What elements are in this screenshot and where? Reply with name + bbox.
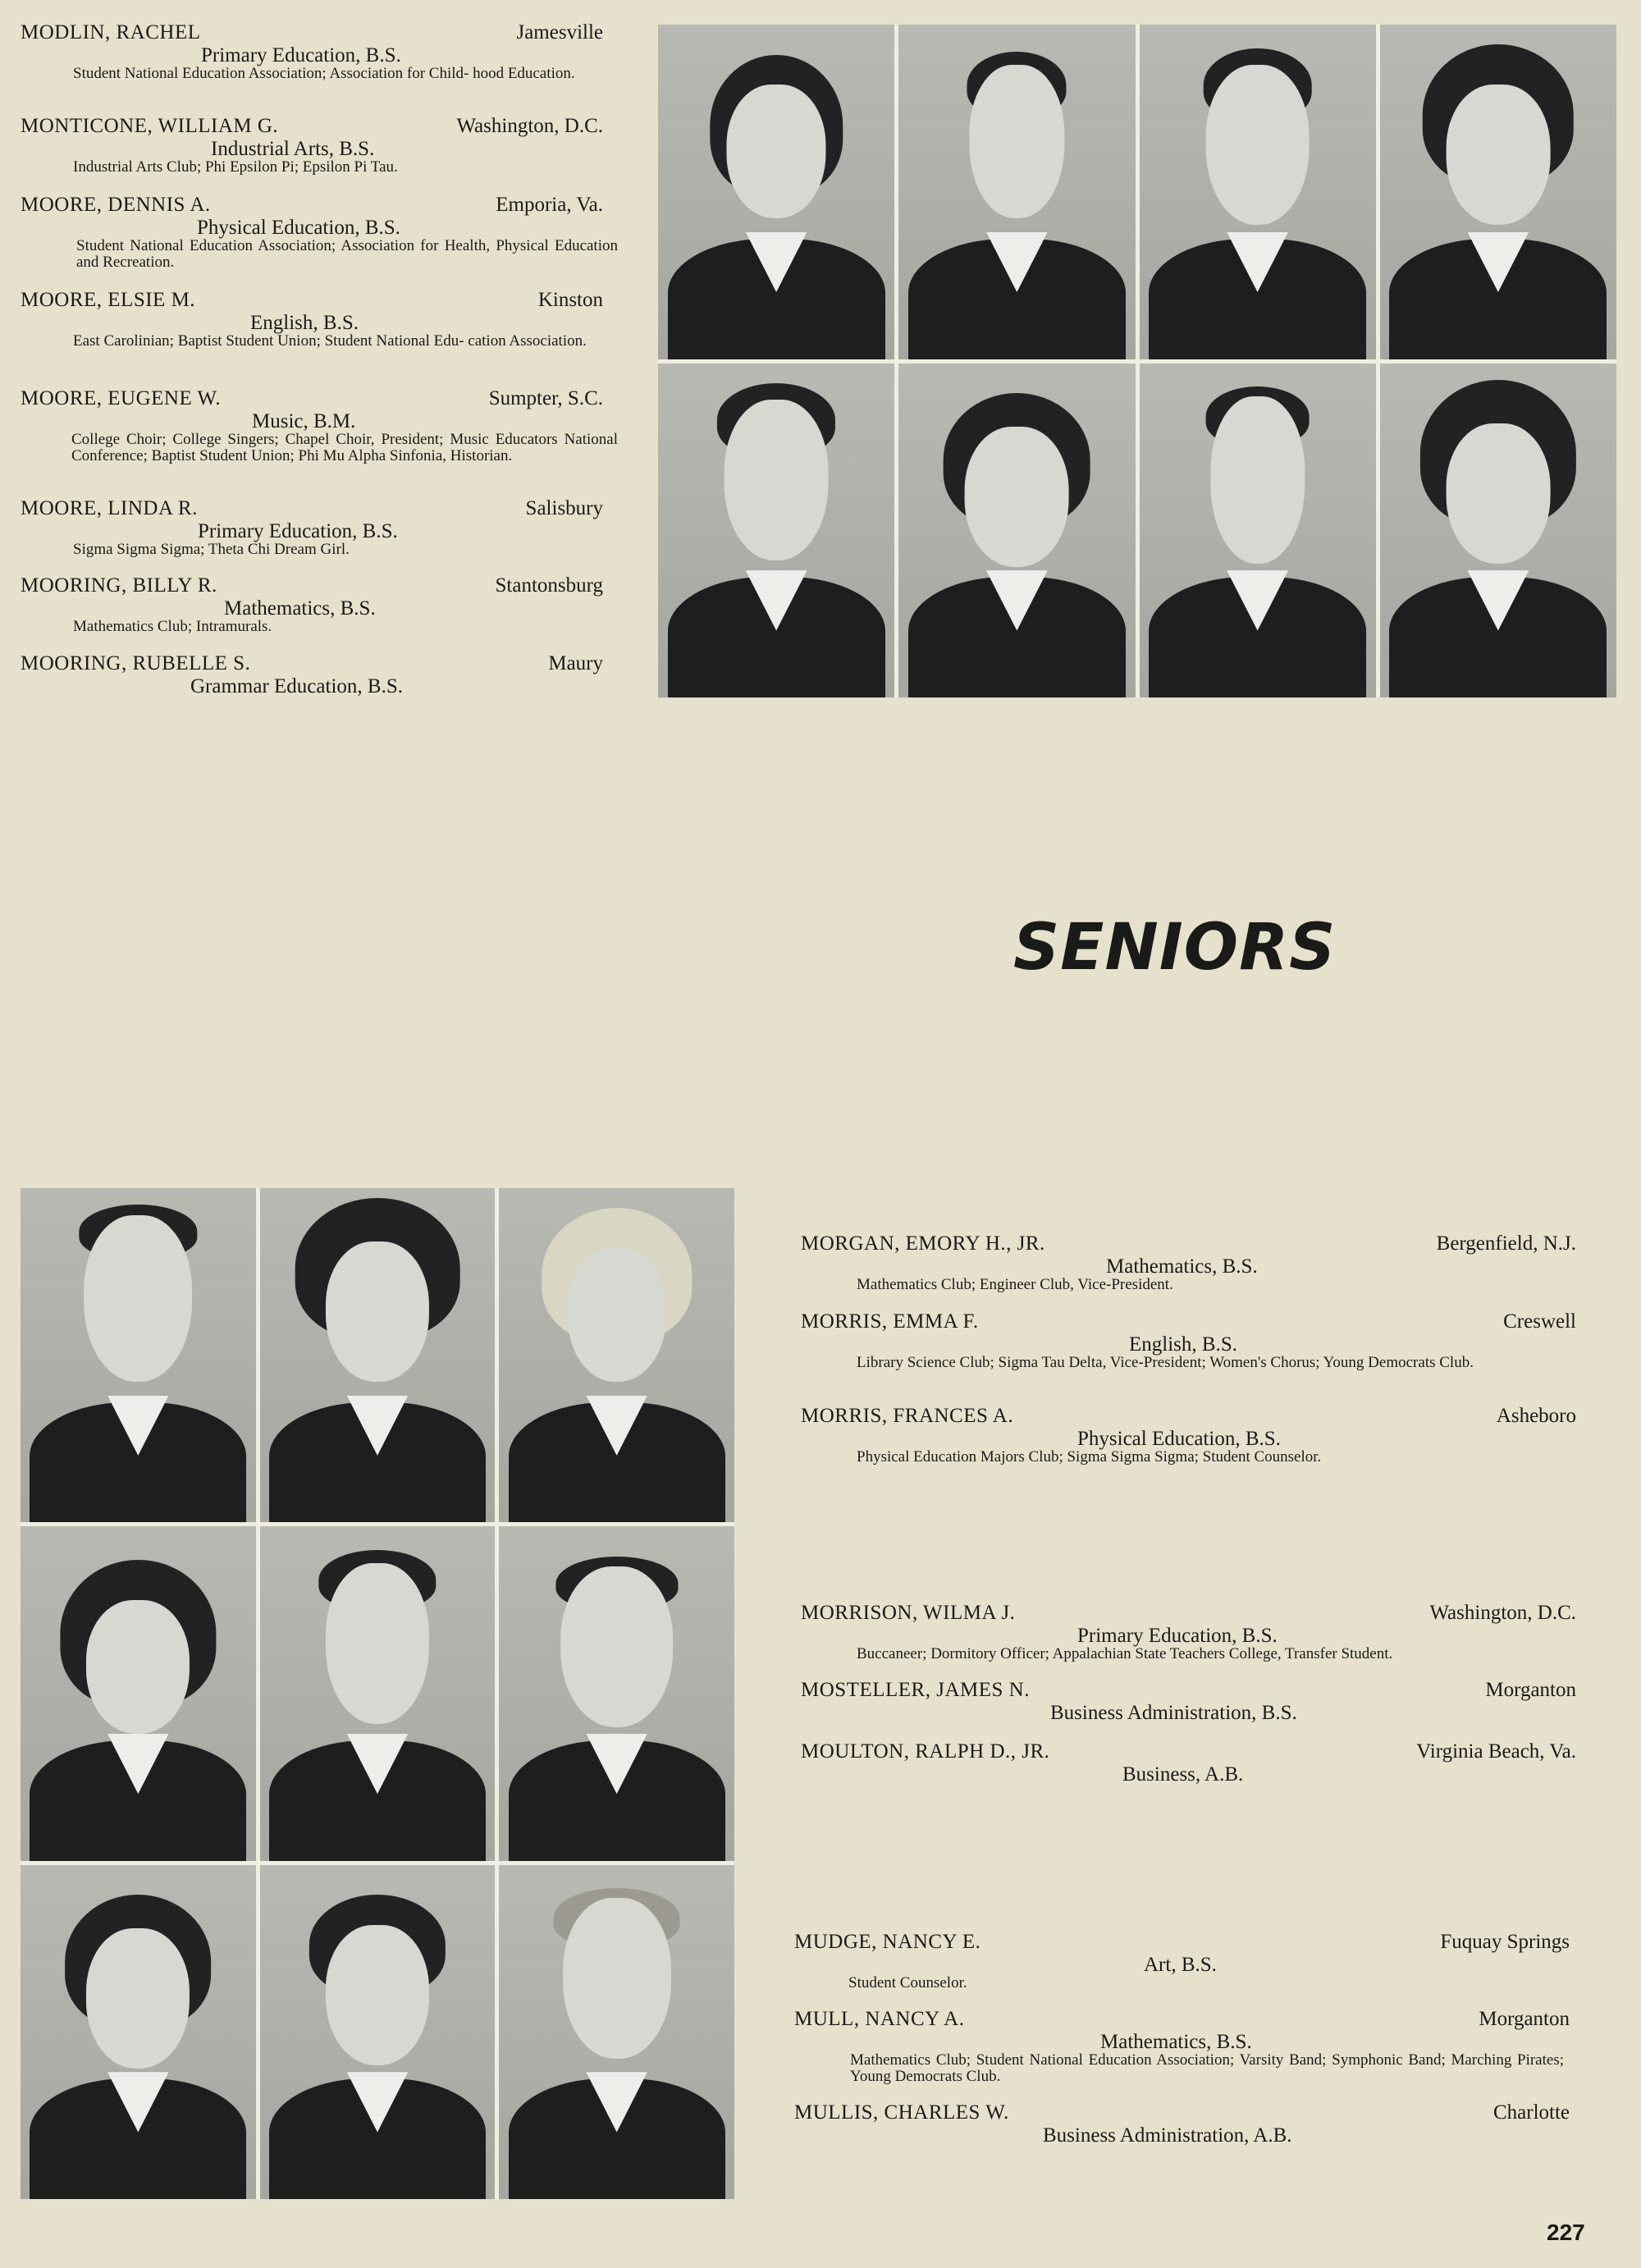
entry-degree: Business Administration, B.S.	[1050, 1702, 1297, 1724]
entry-name: MULL, NANCY A.	[794, 2008, 965, 2030]
entry-activities: Mathematics Club; Intramurals.	[73, 618, 272, 635]
portrait-photo	[21, 1188, 256, 1522]
portrait-photo	[21, 1865, 256, 2199]
bottom-photo-grid	[21, 1188, 734, 2199]
entry-mooring-billy	[21, 574, 603, 640]
entry-degree: Primary Education, B.S.	[1077, 1625, 1278, 1647]
entry-activities: Sigma Sigma Sigma; Theta Chi Dream Girl.	[73, 541, 350, 558]
entry-degree: Physical Education, B.S.	[1077, 1428, 1281, 1450]
portrait-photo	[260, 1526, 496, 1860]
entry-activities: Student National Education Association; Association for Child- hood Education.	[73, 65, 575, 82]
entry-degree: Mathematics, B.S.	[1106, 1255, 1258, 1278]
entry-town: Morganton	[1479, 2008, 1570, 2030]
entry-activities: Student Counselor.	[848, 1974, 967, 1991]
entry-town: Salisbury	[525, 497, 603, 519]
entry-morrison-wilma	[801, 1602, 1576, 1667]
entry-name: MOORE, EUGENE W.	[21, 387, 222, 409]
entry-degree: Primary Education, B.S.	[198, 520, 398, 542]
entry-town: Stantonsburg	[495, 574, 603, 597]
entry-activities: Mathematics Club; Student National Education Association; Varsity Band; Symphonic Band; Marching Pirates; Young Democrats Club.	[850, 2051, 1564, 2085]
entry-morris-emma	[801, 1310, 1576, 1392]
entry-name: MONTICONE, WILLIAM G.	[21, 115, 279, 137]
entry-name: MOORE, DENNIS A.	[21, 194, 211, 216]
entry-degree: Music, B.M.	[252, 410, 356, 432]
top-photo-grid	[658, 25, 1616, 697]
entry-town: Washington, D.C.	[1429, 1602, 1576, 1624]
entry-town: Fuquay Springs	[1440, 1931, 1570, 1953]
entry-degree: Primary Education, B.S.	[201, 44, 401, 66]
portrait-photo	[1380, 25, 1616, 359]
entry-name: MOORING, RUBELLE S.	[21, 652, 251, 674]
entry-monticone-william	[21, 115, 603, 181]
entry-activities: Mathematics Club; Engineer Club, Vice-President.	[857, 1276, 1173, 1293]
entry-mosteller-james	[801, 1679, 1576, 1728]
entry-mullis-charles	[794, 2101, 1570, 2151]
portrait-photo	[898, 364, 1135, 698]
entry-town: Kinston	[537, 289, 603, 311]
entry-activities: Buccaneer; Dormitory Officer; Appalachian State Teachers College, Transfer Student.	[857, 1645, 1393, 1662]
page-number: 227	[1547, 2220, 1585, 2245]
entry-town: Virginia Beach, Va.	[1416, 1740, 1576, 1763]
entry-name: MOSTELLER, JAMES N.	[801, 1679, 1030, 1701]
entry-activities: Student National Education Association; Association for Health, Physical Education and Recreation.	[76, 237, 618, 271]
entry-moore-eugene	[21, 387, 618, 486]
entry-name: MORRIS, FRANCES A.	[801, 1405, 1014, 1427]
entry-activities: Industrial Arts Club; Phi Epsilon Pi; Epsilon Pi Tau.	[73, 158, 398, 176]
entry-morris-frances	[801, 1405, 1576, 1470]
entry-name: MOORE, ELSIE M.	[21, 289, 196, 311]
portrait-photo	[499, 1865, 734, 2199]
entry-modlin-rachel	[21, 21, 603, 103]
entry-town: Emporia, Va.	[496, 194, 603, 216]
entry-name: MOORING, BILLY R.	[21, 574, 217, 597]
entry-name: MORGAN, EMORY H., JR.	[801, 1232, 1045, 1255]
entry-town: Maury	[548, 652, 603, 674]
entry-town: Charlotte	[1492, 2101, 1570, 2124]
portrait-photo	[658, 25, 894, 359]
entry-degree: Business Administration, A.B.	[1043, 2124, 1292, 2147]
entry-degree: Mathematics, B.S.	[224, 597, 376, 620]
portrait-photo	[1380, 364, 1616, 698]
portrait-photo	[658, 364, 894, 698]
entry-moore-dennis	[21, 194, 618, 276]
entry-degree: English, B.S.	[250, 312, 359, 334]
entry-degree: Business, A.B.	[1122, 1763, 1244, 1786]
portrait-photo	[499, 1526, 734, 1860]
entry-town: Morganton	[1485, 1679, 1576, 1701]
entry-activities: College Choir; College Singers; Chapel Choir, President; Music Educators National Conference; Baptist Student Union; Phi Mu Alpha Sinfonia, Historian.	[71, 431, 618, 464]
entry-name: MODLIN, RACHEL	[21, 21, 201, 43]
entry-mooring-rubelle	[21, 652, 603, 702]
entry-town: Asheboro	[1496, 1405, 1576, 1427]
entry-town: Washington, D.C.	[456, 115, 603, 137]
entry-morgan-emory	[801, 1232, 1576, 1298]
entry-town: Sumpter, S.C.	[488, 387, 603, 409]
entry-town: Creswell	[1503, 1310, 1576, 1333]
entry-activities: East Carolinian; Baptist Student Union; Student National Edu- cation Association.	[73, 332, 587, 350]
entry-name: MULLIS, CHARLES W.	[794, 2101, 1009, 2124]
portrait-photo	[898, 25, 1135, 359]
entry-moulton-ralph	[801, 1740, 1576, 1790]
portrait-photo	[21, 1526, 256, 1860]
entry-moore-linda	[21, 497, 603, 563]
entry-degree: Mathematics, B.S.	[1100, 2031, 1252, 2053]
entry-activities: Physical Education Majors Club; Sigma Sigma Sigma; Student Counselor.	[857, 1448, 1322, 1466]
entry-mudge-nancy	[794, 1931, 1570, 1996]
portrait-photo	[260, 1865, 496, 2199]
portrait-photo	[1140, 364, 1376, 698]
entry-activities: Library Science Club; Sigma Tau Delta, Vice-President; Women's Chorus; Young Democrats Club.	[857, 1354, 1474, 1371]
entry-degree: English, B.S.	[1129, 1333, 1237, 1356]
entry-degree: Industrial Arts, B.S.	[211, 138, 375, 160]
entry-degree: Physical Education, B.S.	[197, 217, 400, 239]
section-heading: SENIORS	[1013, 911, 1337, 985]
entry-name: MUDGE, NANCY E.	[794, 1931, 981, 1953]
entry-town: Jamesville	[516, 21, 603, 43]
entry-town: Bergenfield, N.J.	[1436, 1232, 1576, 1255]
portrait-photo	[499, 1188, 734, 1522]
entry-name: MOULTON, RALPH D., JR.	[801, 1740, 1050, 1763]
entry-name: MORRISON, WILMA J.	[801, 1602, 1016, 1624]
entry-degree: Art, B.S.	[1144, 1954, 1217, 1976]
entry-name: MOORE, LINDA R.	[21, 497, 198, 519]
entry-moore-elsie	[21, 289, 603, 371]
entry-mull-nancy	[794, 2008, 1570, 2090]
portrait-photo	[260, 1188, 496, 1522]
entry-degree: Grammar Education, B.S.	[190, 675, 403, 697]
portrait-photo	[1140, 25, 1376, 359]
entry-name: MORRIS, EMMA F.	[801, 1310, 979, 1333]
